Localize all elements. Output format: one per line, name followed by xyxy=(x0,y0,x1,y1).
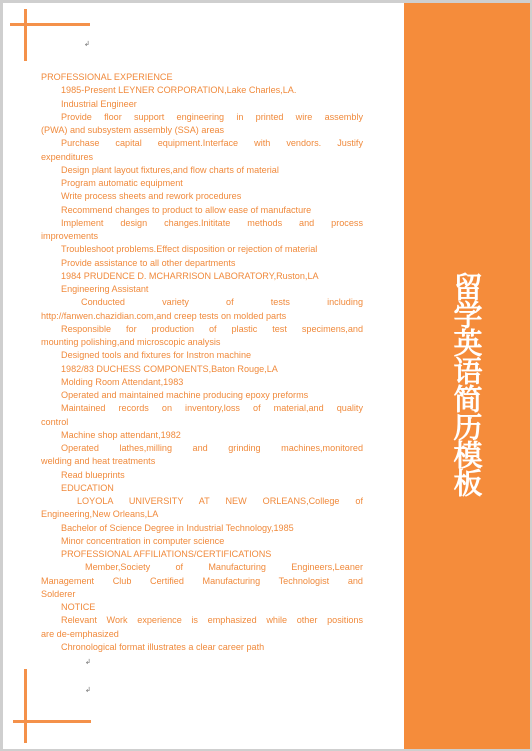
resume-line: Provide assistance to all other departments xyxy=(61,257,236,268)
resume-line: welding and heat treatments xyxy=(41,456,156,467)
resume-line: Program automatic equipment xyxy=(61,178,183,188)
resume-line: Member,Society of Manufacturing Engineers,Leaner xyxy=(85,562,363,573)
corner-rule-bottom-horizontal xyxy=(13,720,91,723)
resume-line: Molding Room Attendant,1983 xyxy=(61,376,184,387)
resume-line: Maintained records on inventory,loss of material,and quality xyxy=(61,403,363,414)
resume-line: Conducted variety of tests including xyxy=(81,297,363,308)
resume-line: Solderer xyxy=(41,588,76,599)
resume-line: Machine shop attendant,1982 xyxy=(61,429,181,440)
resume-line: Design plant layout fixtures,and flow charts of material xyxy=(61,164,279,175)
resume-line: mounting polishing,and microscopic analysis xyxy=(41,337,221,347)
resume-line: control xyxy=(41,416,69,427)
resume-line: are de-emphasized xyxy=(41,628,119,639)
resume-line: http://fanwen.chazidian.com,and creep tests on molded parts xyxy=(41,310,287,321)
resume-line: Chronological format illustrates a clear career path xyxy=(61,641,265,652)
title-text: 留学英语简历模板 xyxy=(449,272,484,496)
resume-line: Recommend changes to product to allow ease of manufacture xyxy=(61,204,312,215)
resume-line: Provide floor support engineering in printed wire assembly xyxy=(61,111,363,122)
resume-line: Read blueprints xyxy=(61,469,125,480)
paragraph-mark: ↲ xyxy=(84,41,90,48)
resume-line: 1982/83 DUCHESS COMPONENTS,Baton Rouge,LA xyxy=(61,363,278,374)
resume-line: 1984 PRUDENCE D. MCHARRISON LABORATORY,Ruston,LA xyxy=(61,270,319,281)
paragraph-mark: ↲ xyxy=(85,659,91,666)
section-heading: PROFESSIONAL EXPERIENCE xyxy=(41,72,173,82)
corner-rule-bottom-vertical xyxy=(24,669,27,743)
resume-line: Operated and maintained machine producing epoxy preforms xyxy=(61,390,309,400)
vertical-title xyxy=(437,239,497,529)
resume-line: Write process sheets and rework procedures xyxy=(61,191,242,202)
resume-page xyxy=(3,3,530,749)
resume-line: Engineering Assistant xyxy=(61,284,149,294)
resume-line: 1985-Present LEYNER CORPORATION,Lake Charles,LA. xyxy=(61,85,297,96)
resume-line: Management Club Certified Manufacturing Technologist and xyxy=(41,575,363,586)
resume-line: Relevant Work experience is emphasized while other positions xyxy=(61,615,363,626)
section-heading: NOTICE xyxy=(61,602,96,612)
corner-rule-top-horizontal xyxy=(10,23,90,26)
paragraph-mark: ↲ xyxy=(85,687,91,694)
resume-line: expenditures xyxy=(41,151,94,162)
resume-line: Troubleshoot problems.Effect disposition or rejection of material xyxy=(61,244,318,255)
resume-line: (PWA) and subsystem assembly (SSA) areas xyxy=(41,125,225,135)
resume-line: Designed tools and fixtures for Instron machine xyxy=(61,350,252,361)
resume-line: Engineering,New Orleans,LA xyxy=(41,509,159,520)
resume-line: Operated lathes,milling and grinding machines,monitored xyxy=(61,443,363,453)
resume-line: LOYOLA UNIVERSITY AT NEW ORLEANS,College of xyxy=(77,496,363,506)
section-heading: PROFESSIONAL AFFILIATIONS/CERTIFICATIONS xyxy=(61,549,272,559)
resume-body xyxy=(41,71,363,654)
resume-line: Minor concentration in computer science xyxy=(61,535,225,546)
resume-line: improvements xyxy=(41,231,99,241)
resume-line: Purchase capital equipment.Interface with vendors. Justify xyxy=(61,138,363,149)
section-heading: EDUCATION xyxy=(61,482,114,493)
resume-line: Industrial Engineer xyxy=(61,98,137,109)
corner-rule-top-vertical xyxy=(24,9,27,61)
resume-line: Bachelor of Science Degree in Industrial Technology,1985 xyxy=(61,522,294,533)
resume-line: Implement design changes.Inititate methods and process xyxy=(61,217,363,228)
resume-line: Responsible for production of plastic test specimens,and xyxy=(61,323,363,334)
